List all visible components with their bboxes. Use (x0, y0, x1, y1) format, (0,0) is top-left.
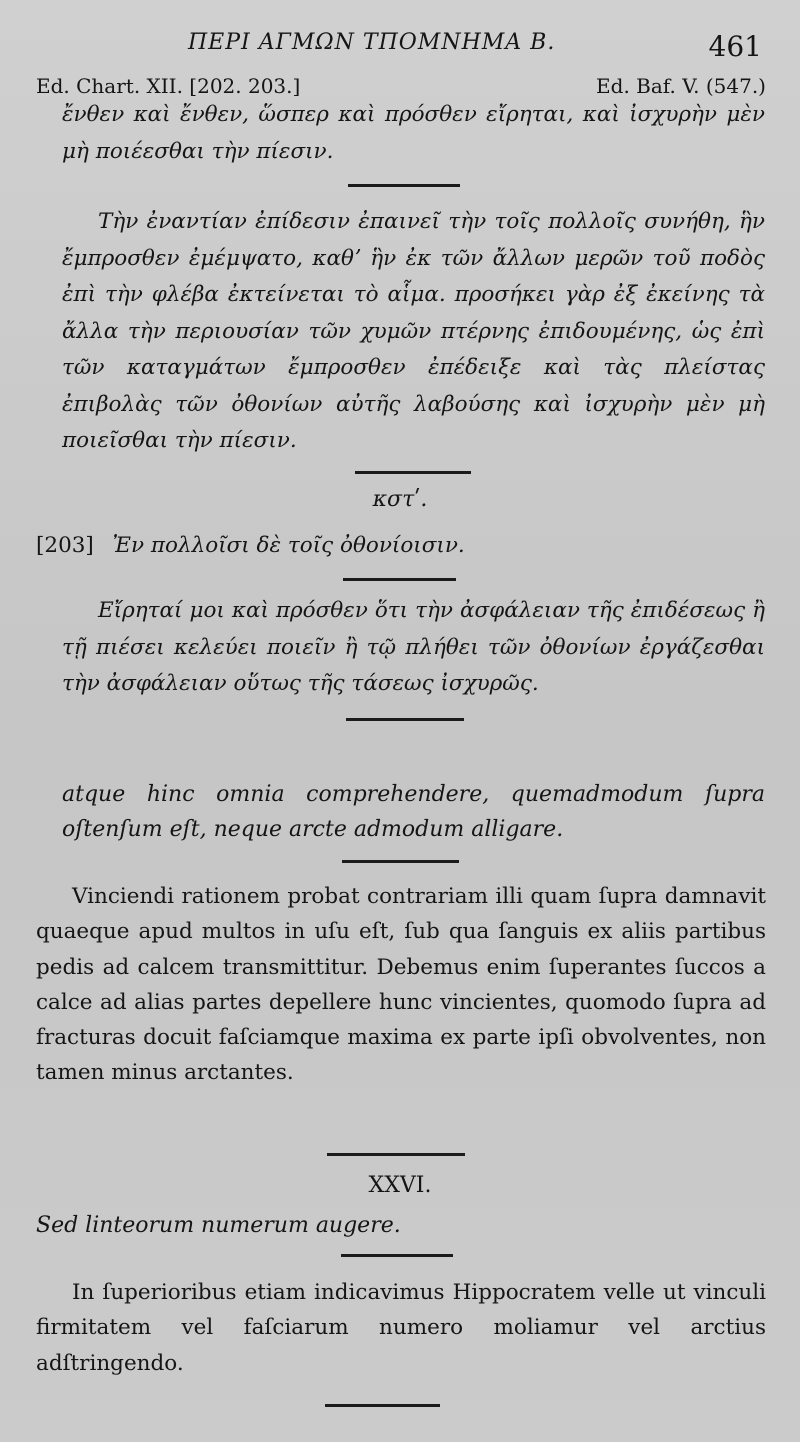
section-divider (325, 1404, 440, 1407)
section-divider (327, 1153, 465, 1156)
section-divider (342, 860, 459, 863)
latin-section-numeral: XXVI. (368, 1173, 432, 1198)
greek-section-numeral: κστʹ. (372, 487, 428, 512)
section-divider (341, 1254, 453, 1257)
section-divider (346, 718, 464, 721)
edition-reference-basel: Ed. Baf. V. (547.) (596, 74, 766, 98)
running-header (0, 30, 800, 63)
section-divider (355, 471, 471, 474)
latin-commentary-paragraph: Vinciendi rationem probat contrariam illi quam ſupra damnavit quaeque apud multos in uſu eſt, ſub qua ſanguis ex aliis partibus pedis ad calcem transmittitur. Debemus enim ſuperantes ſuccos a calce ad alias partes depellere hunc vincientes, quomodo ſupra ad fracturas docuit faſciamque maxima ex parte ipſi obvolventes, non tamen minus arctantes. (36, 884, 766, 1086)
page-number: 461 (708, 30, 762, 63)
greek-commentary-paragraph: Τὴν ἐναντίαν ἐπίδεσιν ἐπαινεῖ τὴν τοῖς πολλοῖς συνήθη, ἣν ἔμπροσθεν ἐμέμψατο, καθʼ ἣν ἐκ τῶν ἄλλων μερῶν τοῦ ποδὸς ἐπὶ τὴν φλέβα ἐκτείνεται τὸ αἷμα. προσήκει γὰρ ἐξ ἐκείνης τὰ ἄλλα τὴν περιουσίαν τῶν χυμῶν πτέρνης ἐπιδουμένης, ὡς ἐπὶ τῶν καταγμάτων ἔμπροσθεν ἐπέδειξε καὶ τὰς πλείστας ἐπιβολὰς τῶν ὀθονίων αὐτῆς λαβούσης καὶ ἰσχυρὴν μὲν μὴ ποιεῖσθαι τὴν πίεσιν. (62, 209, 765, 453)
greek-commentary-paragraph: Εἴρηταί μοι καὶ πρόσθεν ὅτι τὴν ἀσφάλειαν τῆς ἐπιδέσεως ἢ τῇ πιέσει κελεύει ποιεῖν ἢ τῷ πλήθει τῶν ὀθονίων ἐργάζεσθαι τὴν ἀσφάλειαν οὕτως τῆς τάσεως ἰσχυρῶς. (62, 598, 765, 696)
edition-reference-chartier: Ed. Chart. XII. [202. 203.] (36, 74, 301, 98)
greek-paragraph-continued: ἔνθεν καὶ ἔνθεν, ὥσπερ καὶ πρόσθεν εἴρηται, καὶ ἰσχυρὴν μὲν μὴ ποιέεσθαι τὴν πίεσιν. (62, 102, 765, 164)
greek-lemma: Ἐν πολλοῖσι δὲ τοῖς ὀθονίοισιν. (112, 533, 465, 558)
latin-lemma: Sed linteorum numerum augere. (36, 1213, 401, 1238)
section-divider (348, 184, 460, 187)
section-divider (343, 578, 456, 581)
latin-commentary-paragraph: In ſuperioribus etiam indicavimus Hippocratem velle ut vinculi firmitatem vel faſciarum numero moliamur vel arctius adſtringendo. (36, 1280, 766, 1376)
greek-lemma-line (36, 528, 766, 565)
latin-paragraph-continued: atque hinc omnia comprehendere, quemadmodum ſupra oſtenſum eſt, neque arcte admodum alligare. (62, 782, 765, 842)
running-title: ΠΕΡΙ ΑΓΜΩΝ ΤΠΟΜΝΗΜΑ Β. (188, 30, 556, 55)
page-reference-marker: [203] (36, 533, 94, 558)
